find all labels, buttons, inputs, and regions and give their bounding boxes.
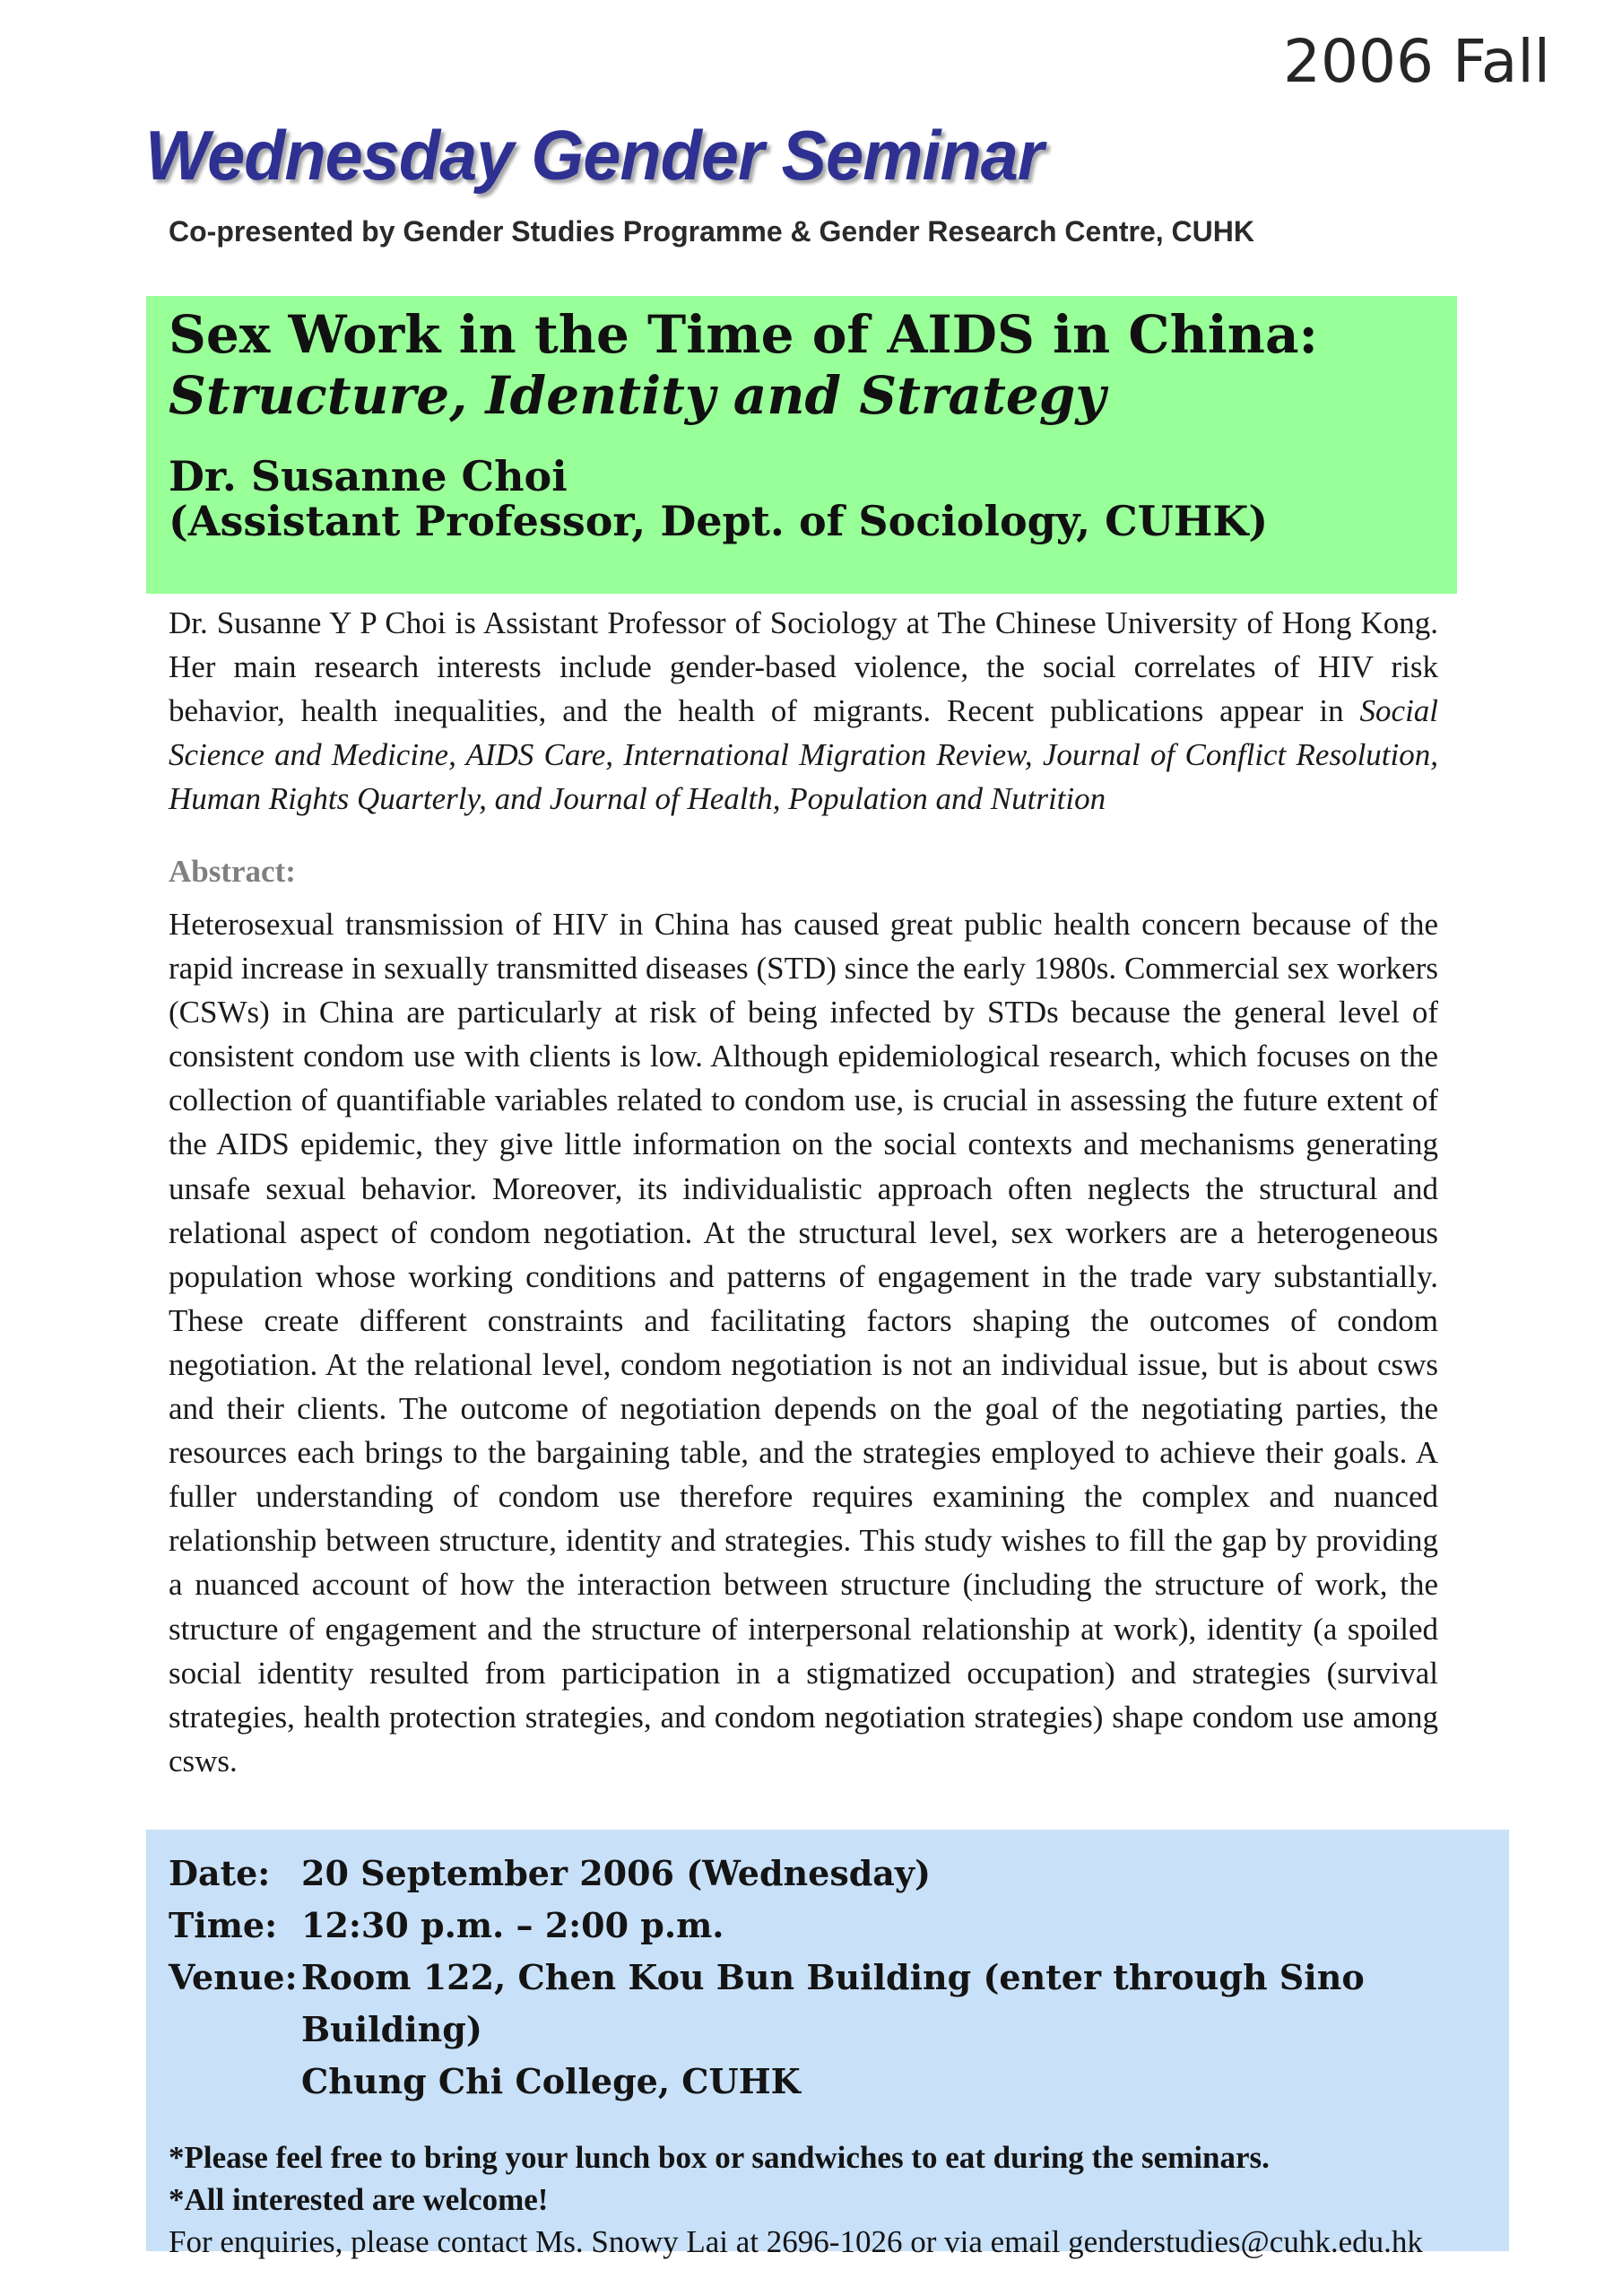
speaker-block: [169, 454, 1457, 544]
venue-label: Venue:: [169, 1957, 298, 1997]
time-row: [169, 1900, 1509, 1952]
talk-title: Sex Work in the Time of AIDS in China:: [169, 304, 1318, 365]
copresenters-line: Co-presented by Gender Studies Programme & Gender Research Centre, CUHK: [169, 215, 1254, 248]
time-label: Time:: [169, 1905, 278, 1945]
bio-publications: Social Science and Medicine, AIDS Care, International Migration Review, Journal of Conflict Resolution, Human Rights Quarterly, and Journal of Health, Population and Nutrition: [169, 693, 1439, 816]
series-title: Wednesday Gender Seminar: [145, 116, 1044, 195]
abstract-body: Heterosexual transmission of HIV in China has caused great public health concern because of the rapid increase in sexually transmitted diseases (STD) since the early 1980s. Commercial sex workers (CSWs) in China are particularly at risk of being infected by STDs because the general level of consistent condom use with clients is low. Although epidemiological research, which focuses on the collection of quantifiable variables related to condom use, is crucial in assessing the future extent of the AIDS epidemic, they give little information on the social contexts and mechanisms generating unsafe sexual behavior. Moreover, its individualistic approach often neglects the structural and relational aspect of condom negotiation. At the structural level, sex workers are a heterogeneous population whose working conditions and patterns of engagement in the trade vary substantially. These create different constraints and facilitating factors shaping the outcomes of condom negotiation. At the relational level, condom negotiation is not an individual issue, but is about csws and their clients. The outcome of negotiation depends on the goal of the negotiating parties, the resources each brings to the bargaining table, and the strategies employed to achieve their goals. A fuller understanding of condom use therefore requires examining the complex and nuanced relationship between structure, identity and strategies. This study wishes to fill the gap by providing a nuanced account of how the interaction between structure (including the structure of work, the structure of engagement and the structure of interpersonal relationship at work), identity (a spoiled social identity resulted from participation in a stigmatized occupation) and strategies (survival strategies, health protection strategies, and condom negotiation strategies) shape condom use among csws.: [169, 907, 1438, 1779]
bio-text: Dr. Susanne Y P Choi is Assistant Professor of Sociology at The Chinese University of Hong Kong. Her main research interests include gender-based violence, the social correlates of HIV risk behavior, health inequalities, and the health of migrants. Recent publications appear in: [169, 605, 1438, 728]
welcome-note: *All interested are welcome!: [169, 2182, 549, 2217]
notes-block: [169, 2136, 1509, 2263]
talk-title-box: [146, 296, 1457, 594]
enquiries-note: For enquiries, please contact Ms. Snowy Lai at 2696-1026 or via email genderstudies@cuhk.edu.hk: [169, 2224, 1423, 2259]
venue-line-2: Chung Chi College, CUHK: [301, 2061, 801, 2101]
event-info-box: [146, 1830, 1509, 2259]
semester-label: 2006 Fall: [1283, 27, 1550, 96]
time-value: 12:30 p.m. – 2:00 p.m.: [301, 1905, 724, 1945]
venue-row: [169, 1952, 1509, 2056]
speaker-bio: [169, 601, 1438, 821]
lunch-note: *Please feel free to bring your lunch box or sandwiches to eat during the seminars.: [169, 2140, 1270, 2175]
abstract-heading: Abstract:: [169, 854, 296, 889]
venue-row-2: [169, 2056, 1509, 2108]
date-value: 20 September 2006 (Wednesday): [301, 1853, 931, 1893]
speaker-name: Dr. Susanne Choi: [169, 452, 568, 500]
talk-subtitle: Structure, Identity and Strategy: [169, 365, 1106, 426]
date-row: [169, 1848, 1509, 1900]
date-label: Date:: [169, 1853, 271, 1893]
speaker-position: (Assistant Professor, Dept. of Sociology, CUHK): [169, 497, 1269, 545]
venue-line-1: Room 122, Chen Kou Bun Building (enter through Sino Building): [301, 1957, 1365, 2049]
